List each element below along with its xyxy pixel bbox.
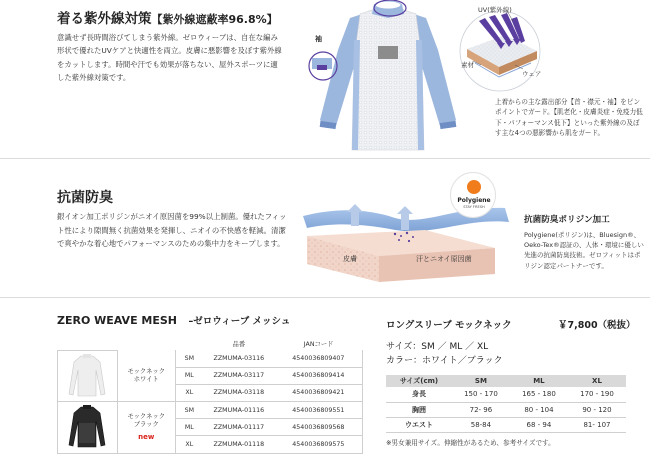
product-price: ￥7,800（税抜） (558, 320, 636, 331)
polygiene-brand: Polygiene (457, 197, 491, 204)
color-name-line2: ブラック (133, 421, 159, 429)
size-chart-table (386, 375, 626, 433)
uv-side-text: 上着からの主な露出部分【首・襟元・袖】をピンポイントでガード。【肌老化・皮膚炎症・免疫力低下・パフォーマンス低下】といった紫外線の及ぼす主な4つの悪影響から肌をガード。 (495, 98, 643, 138)
jan-cell: 4540036809421 (275, 384, 363, 401)
new-badge: new (138, 433, 155, 442)
antibac-side-title: 抗菌防臭ポリジン加工 (524, 215, 610, 225)
product-sizes: サイズ：SM ／ ML ／ XL (386, 342, 489, 352)
size-note: ※男女兼用サイズ。伸縮性があるため、参考サイズです。 (386, 439, 555, 447)
size-value: 80 - 104 (510, 402, 568, 417)
uv-label: UV(紫外線) (478, 6, 512, 14)
size-row-label: 胸囲 (386, 402, 452, 417)
uv-section (0, 0, 650, 160)
white-shirt-thumbnail (67, 352, 107, 398)
jan-header: JANコード (303, 341, 334, 348)
sleeve-label: 袖 (315, 35, 322, 43)
color-name-line1: モックネック (127, 413, 165, 421)
uv-fabric-diagram (445, 3, 555, 93)
product-name: ロングスリーブ モックネック (386, 320, 512, 331)
shirt-body (352, 8, 424, 150)
material-label: 素材 (461, 61, 474, 69)
color-name-line1: モックネック (127, 367, 165, 375)
black-shirt-thumbnail (67, 403, 107, 449)
jan-cell: 4540036809551 (275, 402, 363, 419)
odorless-label-2: 無臭 (398, 200, 412, 208)
collar-callout (372, 0, 408, 20)
jan-cell: 4540036809407 (275, 350, 363, 367)
uv-title-sub: 【紫外線遮蔽率96.8%】 (151, 13, 278, 26)
shirt-logo (378, 46, 398, 59)
code-header: 品番 (232, 341, 246, 348)
jan-cell: 4540036809414 (275, 367, 363, 384)
antibac-title: 抗菌防臭 (57, 190, 113, 206)
sleeve-callout (308, 44, 338, 82)
code-cell: ZZMUMA-03117 (203, 367, 275, 384)
product-image-white (58, 350, 118, 402)
product-image-black (58, 402, 118, 454)
size-value: 165 - 180 (510, 387, 568, 402)
size-row-label: 身長 (386, 387, 452, 402)
size-cell: SM (175, 402, 203, 419)
size-value: 170 - 190 (568, 387, 626, 402)
polygiene-icon (467, 180, 481, 194)
bacteria-label: 汗とニオイ原因菌 (416, 255, 472, 263)
color-name-line2: ホワイト (133, 375, 159, 383)
sku-table (57, 337, 363, 454)
size-value: 68 - 94 (510, 417, 568, 432)
size-cell: ML (175, 367, 203, 384)
table-row (58, 350, 363, 367)
uv-description: 意識せず長時間浴びてしまう紫外線。ゼロウィーブは、自在な編み形状で優れたUVケアと快適性を両立。皮膚に悪影響を及ぼす紫外線をカットします。時間や汗でも効果が落ちない、屋外スポーツに適した紫外線対策です。 (57, 33, 282, 83)
code-cell: ZZMUMA-01118 (203, 436, 275, 453)
section-divider-2 (0, 297, 650, 298)
antibac-description: 銀イオン加工ポリジンがニオイ原因菌を99%以上制菌。優れたフィット性により隙間無く抗菌効果を発揮し、ニオイの不快感を軽減。清潔で爽やかな着心地でパフォーマンスのための集中力をキープします。 (57, 212, 287, 249)
product-title (57, 313, 290, 327)
table-row (386, 402, 626, 417)
size-cell: XL (175, 384, 203, 401)
size-chart-header-cell: XL (568, 375, 626, 387)
size-chart-header-cell: ML (510, 375, 568, 387)
uv-title (57, 7, 278, 27)
size-value: 150 - 170 (452, 387, 510, 402)
size-value: 58-84 (452, 417, 510, 432)
sku-header-row (58, 337, 363, 350)
size-cell: XL (175, 436, 203, 453)
table-row (386, 387, 626, 402)
uv-title-main: 着る紫外線対策 (57, 11, 152, 27)
odorless-label-1: 無臭 (346, 195, 360, 203)
polygiene-badge (450, 172, 496, 218)
product-colors: カラー：ホワイト／ブラック (386, 356, 503, 366)
code-cell: ZZMUMA-01117 (203, 419, 275, 436)
polygiene-tagline: STAY FRESH (463, 205, 485, 209)
table-row (58, 402, 363, 419)
section-divider (0, 158, 650, 159)
color-cell-white (117, 350, 175, 402)
product-title-jp: –ゼロウィーブ メッシュ (188, 316, 291, 327)
size-value: 72- 96 (452, 402, 510, 417)
skin-label: 皮膚 (343, 255, 357, 263)
size-cell: SM (175, 350, 203, 367)
size-chart-header-cell: サイズ(cm) (386, 375, 452, 387)
wear-label: ウェア (522, 70, 542, 78)
code-cell: ZZMUMA-03118 (203, 384, 275, 401)
jan-cell: 4540036809575 (275, 436, 363, 453)
color-cell-black (117, 402, 175, 454)
size-value: 90 - 120 (568, 402, 626, 417)
size-cell: ML (175, 419, 203, 436)
jan-cell: 4540036809568 (275, 419, 363, 436)
table-row (386, 417, 626, 432)
antibac-side-text: Polygiene(ポリジン)は、Bluesign®、Oeko-Tex®認証の、人体・環境に優しい先進の抗菌防臭技術。ゼロフィットはポリジン認定パートナーです。 (524, 231, 644, 270)
product-title-en: ZERO WEAVE MESH (57, 314, 178, 327)
code-cell: ZZMUMA-03116 (203, 350, 275, 367)
code-cell: ZZMUMA-01116 (203, 402, 275, 419)
size-value: 81- 107 (568, 417, 626, 432)
size-chart-header-cell: SM (452, 375, 510, 387)
size-row-label: ウエスト (386, 417, 452, 432)
size-chart-header (386, 375, 626, 387)
